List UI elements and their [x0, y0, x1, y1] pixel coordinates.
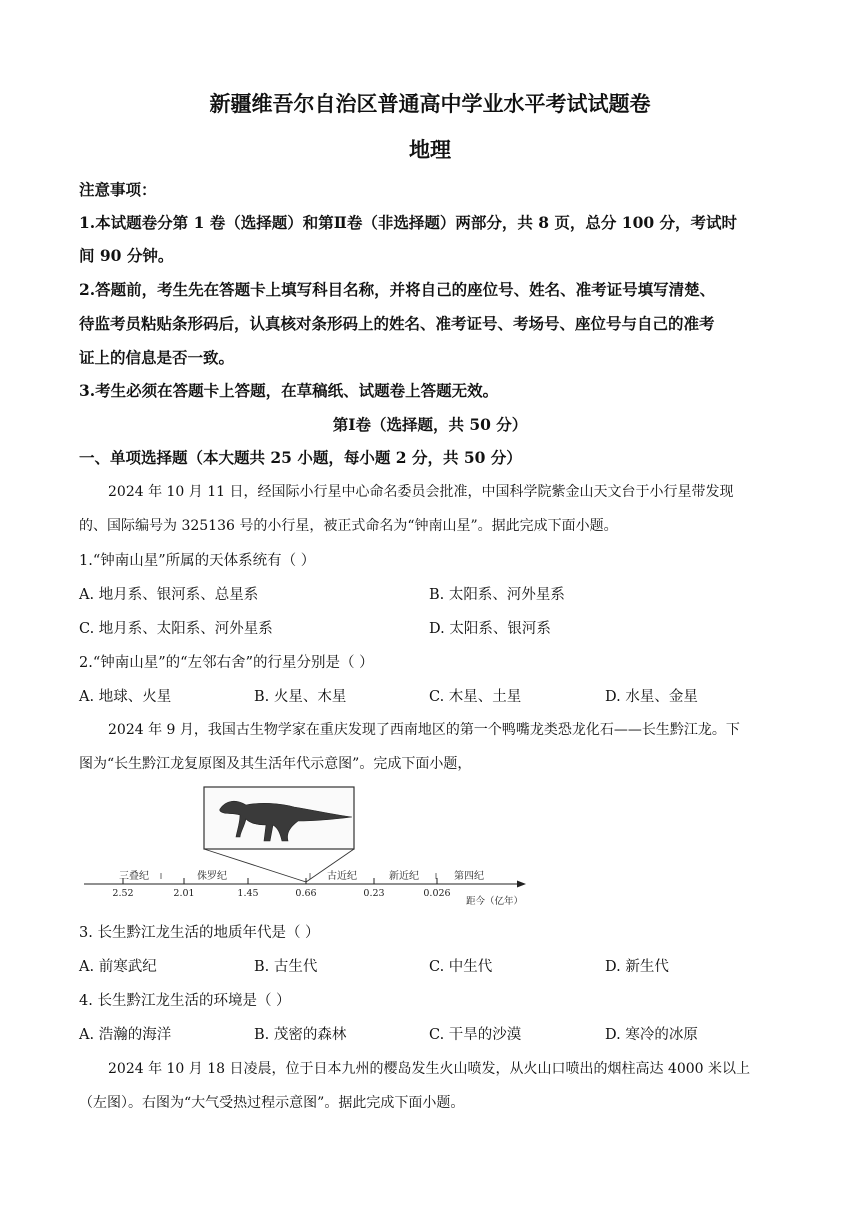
option-a[interactable]: A. 地球、火星 [79, 689, 172, 705]
question-stem: 2.“钟南山星”的“左邻右舍”的行星分别是（ ） [79, 655, 374, 671]
timeline-tick-label: 0.66 [295, 888, 317, 899]
axis-label: 距今（亿年） [466, 896, 524, 907]
period-label: 侏罗纪 [197, 871, 227, 882]
notice-line: 1.本试题卷分第 1 卷（选择题）和第Ⅱ卷（非选择题）两部分，共 8 页，总分 100 分，考试时 [79, 213, 738, 232]
option-d[interactable]: D. 新生代 [605, 959, 669, 975]
passage-line: 2024 年 10 月 18 日凌晨，位于日本九州的樱岛发生火山喷发，从火山口喷出的烟柱高达 4000 米以上 [108, 1061, 751, 1077]
passage-line: 的、国际编号为 325136 号的小行星，被正式命名为“钟南山星”。据此完成下面小题。 [79, 518, 618, 534]
timeline-tick-label: 0.026 [423, 888, 451, 899]
option-b[interactable]: B. 茂密的森林 [254, 1027, 347, 1043]
period-label: 新近纪 [389, 871, 419, 882]
option-d[interactable]: D. 寒冷的冰原 [605, 1027, 698, 1043]
question-stem: 1.“钟南山星”所属的天体系统有（ ） [79, 553, 316, 569]
option-b[interactable]: B. 太阳系、河外星系 [429, 587, 565, 603]
option-c[interactable]: C. 干旱的沙漠 [429, 1027, 522, 1043]
subject-title: 地理 [409, 137, 451, 162]
option-d[interactable]: D. 水星、金星 [605, 689, 698, 705]
notice-line: 证上的信息是否一致。 [79, 348, 235, 367]
period-label: 第四纪 [454, 871, 484, 882]
section-title: 第Ⅰ卷（选择题，共 50 分） [332, 415, 528, 434]
option-a[interactable]: A. 地月系、银河系、总星系 [79, 587, 259, 603]
question-stem: 3. 长生黔江龙生活的地质年代是（ ） [79, 925, 320, 941]
passage-line: 2024 年 10 月 11 日，经国际小行星中心命名委员会批准，中国科学院紫金山天文台于小行星带发现 [108, 484, 734, 500]
question-stem: 4. 长生黔江龙生活的环境是（ ） [79, 993, 291, 1009]
axis-arrow [517, 881, 526, 888]
timeline-tick-label: 1.45 [237, 888, 259, 899]
notice-line: 3.考生必须在答题卡上答题，在草稿纸、试题卷上答题无效。 [79, 381, 499, 400]
passage-line: （左图）。右图为“大气受热过程示意图”。据此完成下面小题。 [79, 1095, 465, 1111]
part-heading: 一、单项选择题（本大题共 25 小题，每小题 2 分，共 50 分） [79, 448, 522, 467]
timeline-tick-label: 2.01 [173, 888, 195, 899]
option-b[interactable]: B. 古生代 [254, 959, 318, 975]
passage-line: 2024 年 9 月，我国古生物学家在重庆发现了西南地区的第一个鸭嘴龙类恐龙化石——长生黔江龙。下 [108, 722, 740, 738]
notice-heading: 注意事项： [79, 180, 157, 199]
timeline-tick-label: 0.23 [363, 888, 385, 899]
option-c[interactable]: C. 地月系、太阳系、河外星系 [79, 621, 273, 637]
option-c[interactable]: C. 木星、土星 [429, 689, 522, 705]
option-b[interactable]: B. 火星、木星 [254, 689, 347, 705]
exam-title: 新疆维吾尔自治区普通高中学业水平考试试题卷 [209, 91, 651, 116]
notice-line: 待监考员粘贴条形码后，认真核对条形码上的姓名、准考证号、考场号、座位号与自己的准考 [79, 314, 715, 333]
option-d[interactable]: D. 太阳系、银河系 [429, 621, 551, 637]
timeline-marks [112, 869, 523, 907]
period-label: 三叠纪 [119, 871, 149, 882]
timeline-tick-label: 2.52 [112, 888, 134, 899]
notice-line: 2.答题前，考生先在答题卡上填写科目名称，并将自己的座位号、姓名、准考证号填写清楚、 [79, 280, 716, 299]
option-c[interactable]: C. 中生代 [429, 959, 493, 975]
option-a[interactable]: A. 前寒武纪 [79, 959, 157, 975]
option-a[interactable]: A. 浩瀚的海洋 [79, 1027, 172, 1043]
period-label: 古近纪 [327, 871, 357, 882]
notice-line: 间 90 分钟。 [79, 246, 174, 265]
passage-line: 图为“长生黔江龙复原图及其生活年代示意图”。完成下面小题， [79, 756, 472, 772]
dinosaur-timeline-figure [80, 783, 530, 913]
